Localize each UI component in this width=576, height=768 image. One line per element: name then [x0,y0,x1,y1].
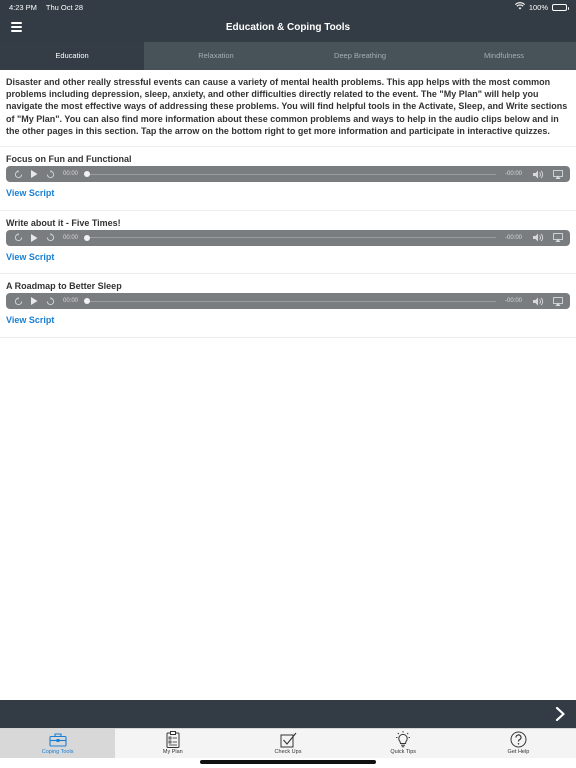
tab-education[interactable]: Education [0,42,144,70]
status-time: 4:23 PM [9,3,37,12]
clip-title: A Roadmap to Better Sleep [6,281,122,291]
toolbox-icon [49,731,67,748]
clip-title: Write about it - Five Times! [6,217,121,228]
battery-percent: 100% [528,2,548,12]
tab-label: Check Ups [274,749,302,755]
help-circle-icon [509,731,527,748]
volume-icon[interactable] [532,230,546,246]
nav-bar [0,14,576,42]
play-icon[interactable] [28,293,40,309]
status-left [9,3,90,12]
home-indicator-area [0,758,576,768]
bottom-tab-bar [0,728,576,758]
time-elapsed: 00:00 [63,298,79,304]
view-script-link[interactable]: View Script [6,188,55,198]
status-date: Thu Oct 28 [45,3,83,12]
progress-track[interactable] [86,237,496,238]
tab-quick-tips[interactable] [346,729,461,758]
chevron-right-icon[interactable] [552,706,568,722]
volume-icon[interactable] [532,293,546,309]
time-elapsed: 00:00 [63,171,79,177]
home-indicator[interactable] [200,760,376,764]
rewind-15-icon[interactable] [12,166,24,182]
tab-my-plan[interactable] [115,729,230,758]
audio-player [6,166,570,182]
airplay-icon[interactable] [552,166,564,182]
progress-knob[interactable] [84,235,90,241]
page-title: Education & Coping Tools [225,22,351,33]
tab-check-ups[interactable] [230,729,345,758]
audio-clip [0,211,576,275]
forward-15-icon[interactable] [44,230,56,246]
rewind-15-icon[interactable] [12,230,24,246]
tab-label: My Plan [162,749,183,755]
tab-label: Get Help [507,749,530,755]
section-tabs [0,42,576,70]
content-area [0,70,576,338]
battery-icon [552,4,567,11]
tab-relaxation[interactable]: Relaxation [198,51,234,60]
view-script-link[interactable]: View Script [6,315,55,325]
play-icon[interactable] [28,230,40,246]
progress-knob[interactable] [84,171,90,177]
lightbulb-icon [394,731,412,748]
view-script-link[interactable]: View Script [6,251,55,262]
time-elapsed: 00:00 [63,234,79,241]
checkbox-icon [279,731,297,748]
airplay-icon[interactable] [552,230,564,246]
progress-track[interactable] [86,301,496,302]
forward-15-icon[interactable] [44,166,56,182]
tab-deep-breathing[interactable]: Deep Breathing [333,51,387,60]
progress-track[interactable] [86,174,496,175]
tab-label: Quick Tips [390,749,417,755]
wifi-icon [515,2,525,12]
audio-player [6,230,570,246]
intro-text: Disaster and other really stressful events can cause a variety of mental health problems. This app helps with the most common problems including depression, sleep, anxiety, and other difficulties directly related to the event. The "My Plan" will help you navigate the most effective ways of addressing these problems. You will find helpful tools in the Activate, Sleep, and Write sections of "My Plan". You can also find more information about these common problems and ways to help in the audio clips below and in the other pages in this section. Tap the arrow on the bottom right to get more information and participate in interactive quizzes. [0,70,576,147]
airplay-icon[interactable] [552,293,564,309]
clipboard-icon [164,731,182,748]
time-remaining: -00:00 [504,298,522,304]
audio-clip [0,147,576,211]
clip-title: Focus on Fun and Functional [6,154,132,164]
time-remaining: -00:00 [504,234,522,241]
forward-15-icon[interactable] [44,293,56,309]
progress-knob[interactable] [84,298,90,304]
arrow-bar [0,700,576,728]
volume-icon[interactable] [532,166,546,182]
rewind-15-icon[interactable] [12,293,24,309]
play-icon[interactable] [28,166,40,182]
tab-coping-tools[interactable] [0,729,115,758]
tab-get-help[interactable] [461,729,576,758]
status-bar [0,0,576,14]
tab-label: Coping Tools [41,749,74,755]
audio-clip [0,274,576,338]
status-right [515,2,567,12]
tab-mindfulness[interactable]: Mindfulness [483,51,525,60]
audio-player [6,293,570,309]
time-remaining: -00:00 [504,171,522,177]
